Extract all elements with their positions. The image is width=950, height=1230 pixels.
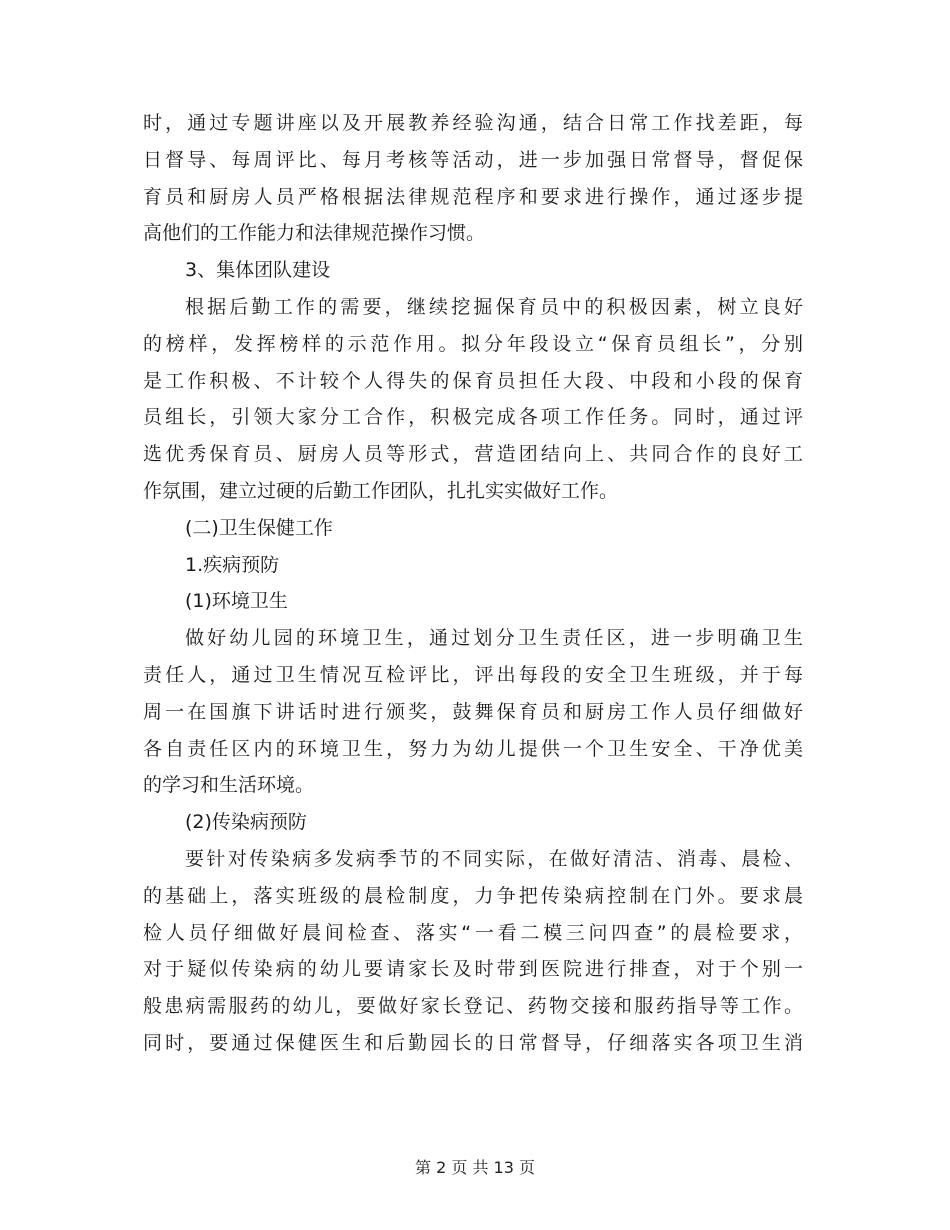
text-line: 1.疾病预防	[185, 553, 280, 576]
text-line: 是工作积极、不计较个人得失的保育员担任大段、中段和小段的保育	[143, 369, 803, 392]
text-line: 作氛围，建立过硬的后勤工作团队，扎扎实实做好工作。	[143, 479, 619, 502]
text-line: 周一在国旗下讲话时进行颁奖，鼓舞保育员和厨房工作人员仔细做好	[143, 700, 803, 723]
text-line: (二)卫生保健工作	[185, 516, 333, 539]
text-line: 责任人，通过卫生情况互检评比，评出每段的安全卫生班级，并于每	[143, 663, 803, 686]
page-number: 第 2 页 共 13 页	[415, 1158, 535, 1177]
text-line: 根据后勤工作的需要，继续挖掘保育员中的积极因素，树立良好	[185, 295, 803, 318]
text-line: 要针对传染病多发病季节的不同实际，在做好清洁、消毒、晨检、	[185, 847, 803, 870]
text-line: 的学习和生活环境。	[143, 774, 315, 797]
text-line: 日督导、每周评比、每月考核等活动，进一步加强日常督导，督促保	[143, 148, 803, 171]
text-line: 检人员仔细做好晨间检查、落实“一看二模三问四查”的晨检要求，	[143, 921, 803, 944]
text-line: 各自责任区内的环境卫生，努力为幼儿提供一个卫生安全、干净优美	[143, 737, 803, 760]
text-line: 的榜样，发挥榜样的示范作用。拟分年段设立“保育员组长”，分别	[143, 332, 803, 355]
text-line: 育员和厨房人员严格根据法律规范程序和要求进行操作，通过逐步提	[143, 185, 803, 208]
text-line: 员组长，引领大家分工合作，积极完成各项工作任务。同时，通过评	[143, 406, 803, 429]
text-line: (1)环境卫生	[185, 590, 288, 613]
text-line: 同时，要通过保健医生和后勤园长的日常督导，仔细落实各项卫生消	[143, 1031, 803, 1054]
text-line: 高他们的工作能力和法律规范操作习惯。	[143, 222, 486, 245]
text-line: 选优秀保育员、厨房人员等形式，营造团结向上、共同合作的良好工	[143, 443, 803, 466]
text-line: (2)传染病预防	[185, 811, 307, 834]
text-line: 做好幼儿园的环境卫生，通过划分卫生责任区，进一步明确卫生	[185, 627, 803, 650]
text-line: 的基础上，落实班级的晨检制度，力争把传染病控制在门外。要求晨	[143, 884, 803, 907]
text-line: 时，通过专题讲座以及开展教养经验沟通，结合日常工作找差距，每	[143, 112, 803, 134]
page-footer	[0, 1155, 950, 1178]
body-text	[143, 105, 803, 1062]
text-line: 般患病需服药的幼儿，要做好家长登记、药物交接和服药指导等工作。	[143, 995, 803, 1018]
text-line: 对于疑似传染病的幼儿要请家长及时带到医院进行排查，对于个别一	[143, 958, 803, 981]
text-line: 3、集体团队建设	[185, 259, 331, 282]
